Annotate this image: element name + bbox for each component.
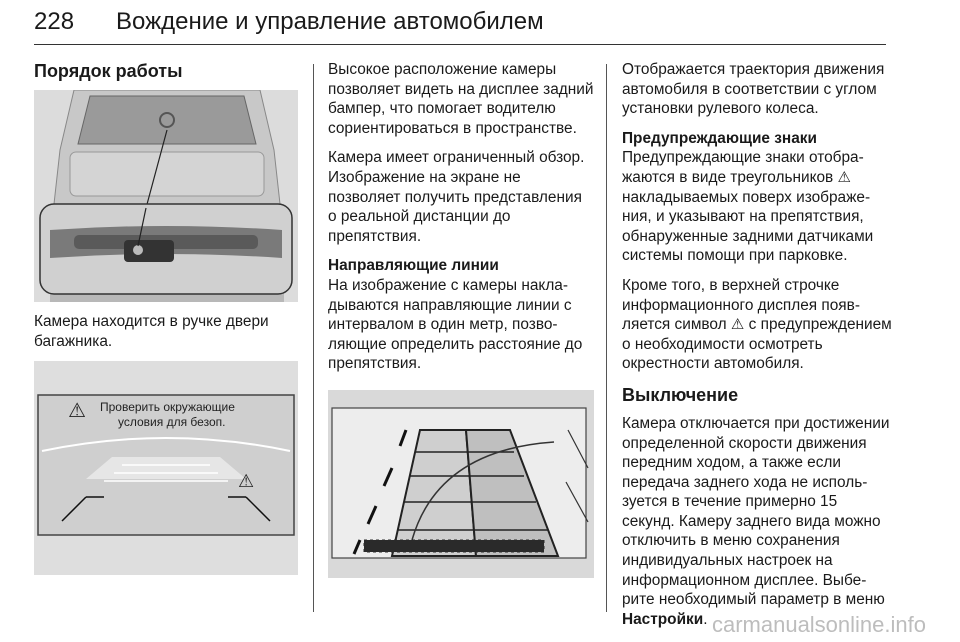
camera-location-caption: Камера находится в ручке двери багажника. [34,313,269,350]
switch-off-text: Камера отключается при достижении определенной скорости движения передним ходом, а также если передача заднего хода не используется в течение примерно 15 секунд. Камеру заднего вида можно отключить в меню сохранения индивидуальных настроек на информационном дисплее. Выберите необходимый параметр в меню [622,414,890,609]
info-symbol-text-b: с предупреждением о необходимости осмотреть окрестности автомобиля. [622,316,892,373]
screen-warning-line1: Проверить окружающие [100,400,235,415]
subheading-warning-signs: Предупреждающие знаки [622,129,817,147]
car-rear-camera-illustration [34,90,298,302]
paragraph-camera-position: Высокое расположение камеры позволяет видеть на дисплее задний бампер, что помогает водителю сориентироваться в пространстве. [328,61,594,137]
screen-warning-line2: условия для безоп. [118,415,226,430]
column-2 [328,60,594,578]
chapter-title: Вождение и управление автомобилем [116,8,544,35]
column-3 [622,60,892,639]
page-header [34,6,928,46]
section-heading-operation: Порядок работы [34,61,183,81]
page-number: 228 [34,8,75,35]
switch-off-end: . [703,610,708,628]
column-divider-1 [313,64,314,612]
warning-triangle-icon-right: ⚠ [238,471,255,493]
column-divider-2 [606,64,607,612]
warning-signs-text-a: Предупреждающие знаки отображаются в виде треугольников [622,149,864,186]
column-1 [34,60,298,575]
paragraph-warning-signs [622,148,892,266]
subheading-guide-lines: Направляющие линии [328,257,499,275]
warning-triangle-icon-inline-1: ⚠ [837,168,851,186]
guide-lines-illustration [328,390,594,578]
info-symbol-text-a: Кроме того, в верхней строчке информационного дисплея появляется символ [622,276,860,334]
section-heading-switch-off: Выключение [622,384,739,405]
paragraph-trajectory: Отображается траектория движения автомобиля в соответствии с углом установки рулевого колеса. [622,61,885,118]
watermark: carmanualsonline.info [711,612,926,637]
camera-display-illustration [34,361,298,575]
settings-menu-name: Настройки [622,610,704,628]
warning-triangle-icon-inline-2: ⚠ [730,316,745,334]
warning-triangle-icon: ⚠ [68,398,86,423]
warning-signs-text-b: накладываемых поверх изображения, и указывают на препятствия, обнаруженные задними датчиками системы помощи при парковке. [622,188,874,265]
paragraph-info-symbol [622,276,892,374]
paragraph-limited-view: Камера имеет ограниченный обзор. Изображение на экране не позволяет получить представления о реальной дистанции до препятствия. [328,149,585,245]
paragraph-guide-lines: На изображение с камеры накладываются направляющие линии с интервалом в один метр, позволяющие определить расстояние до препятствия. [328,276,583,373]
paragraph-switch-off [622,414,892,630]
header-rule [34,44,886,45]
